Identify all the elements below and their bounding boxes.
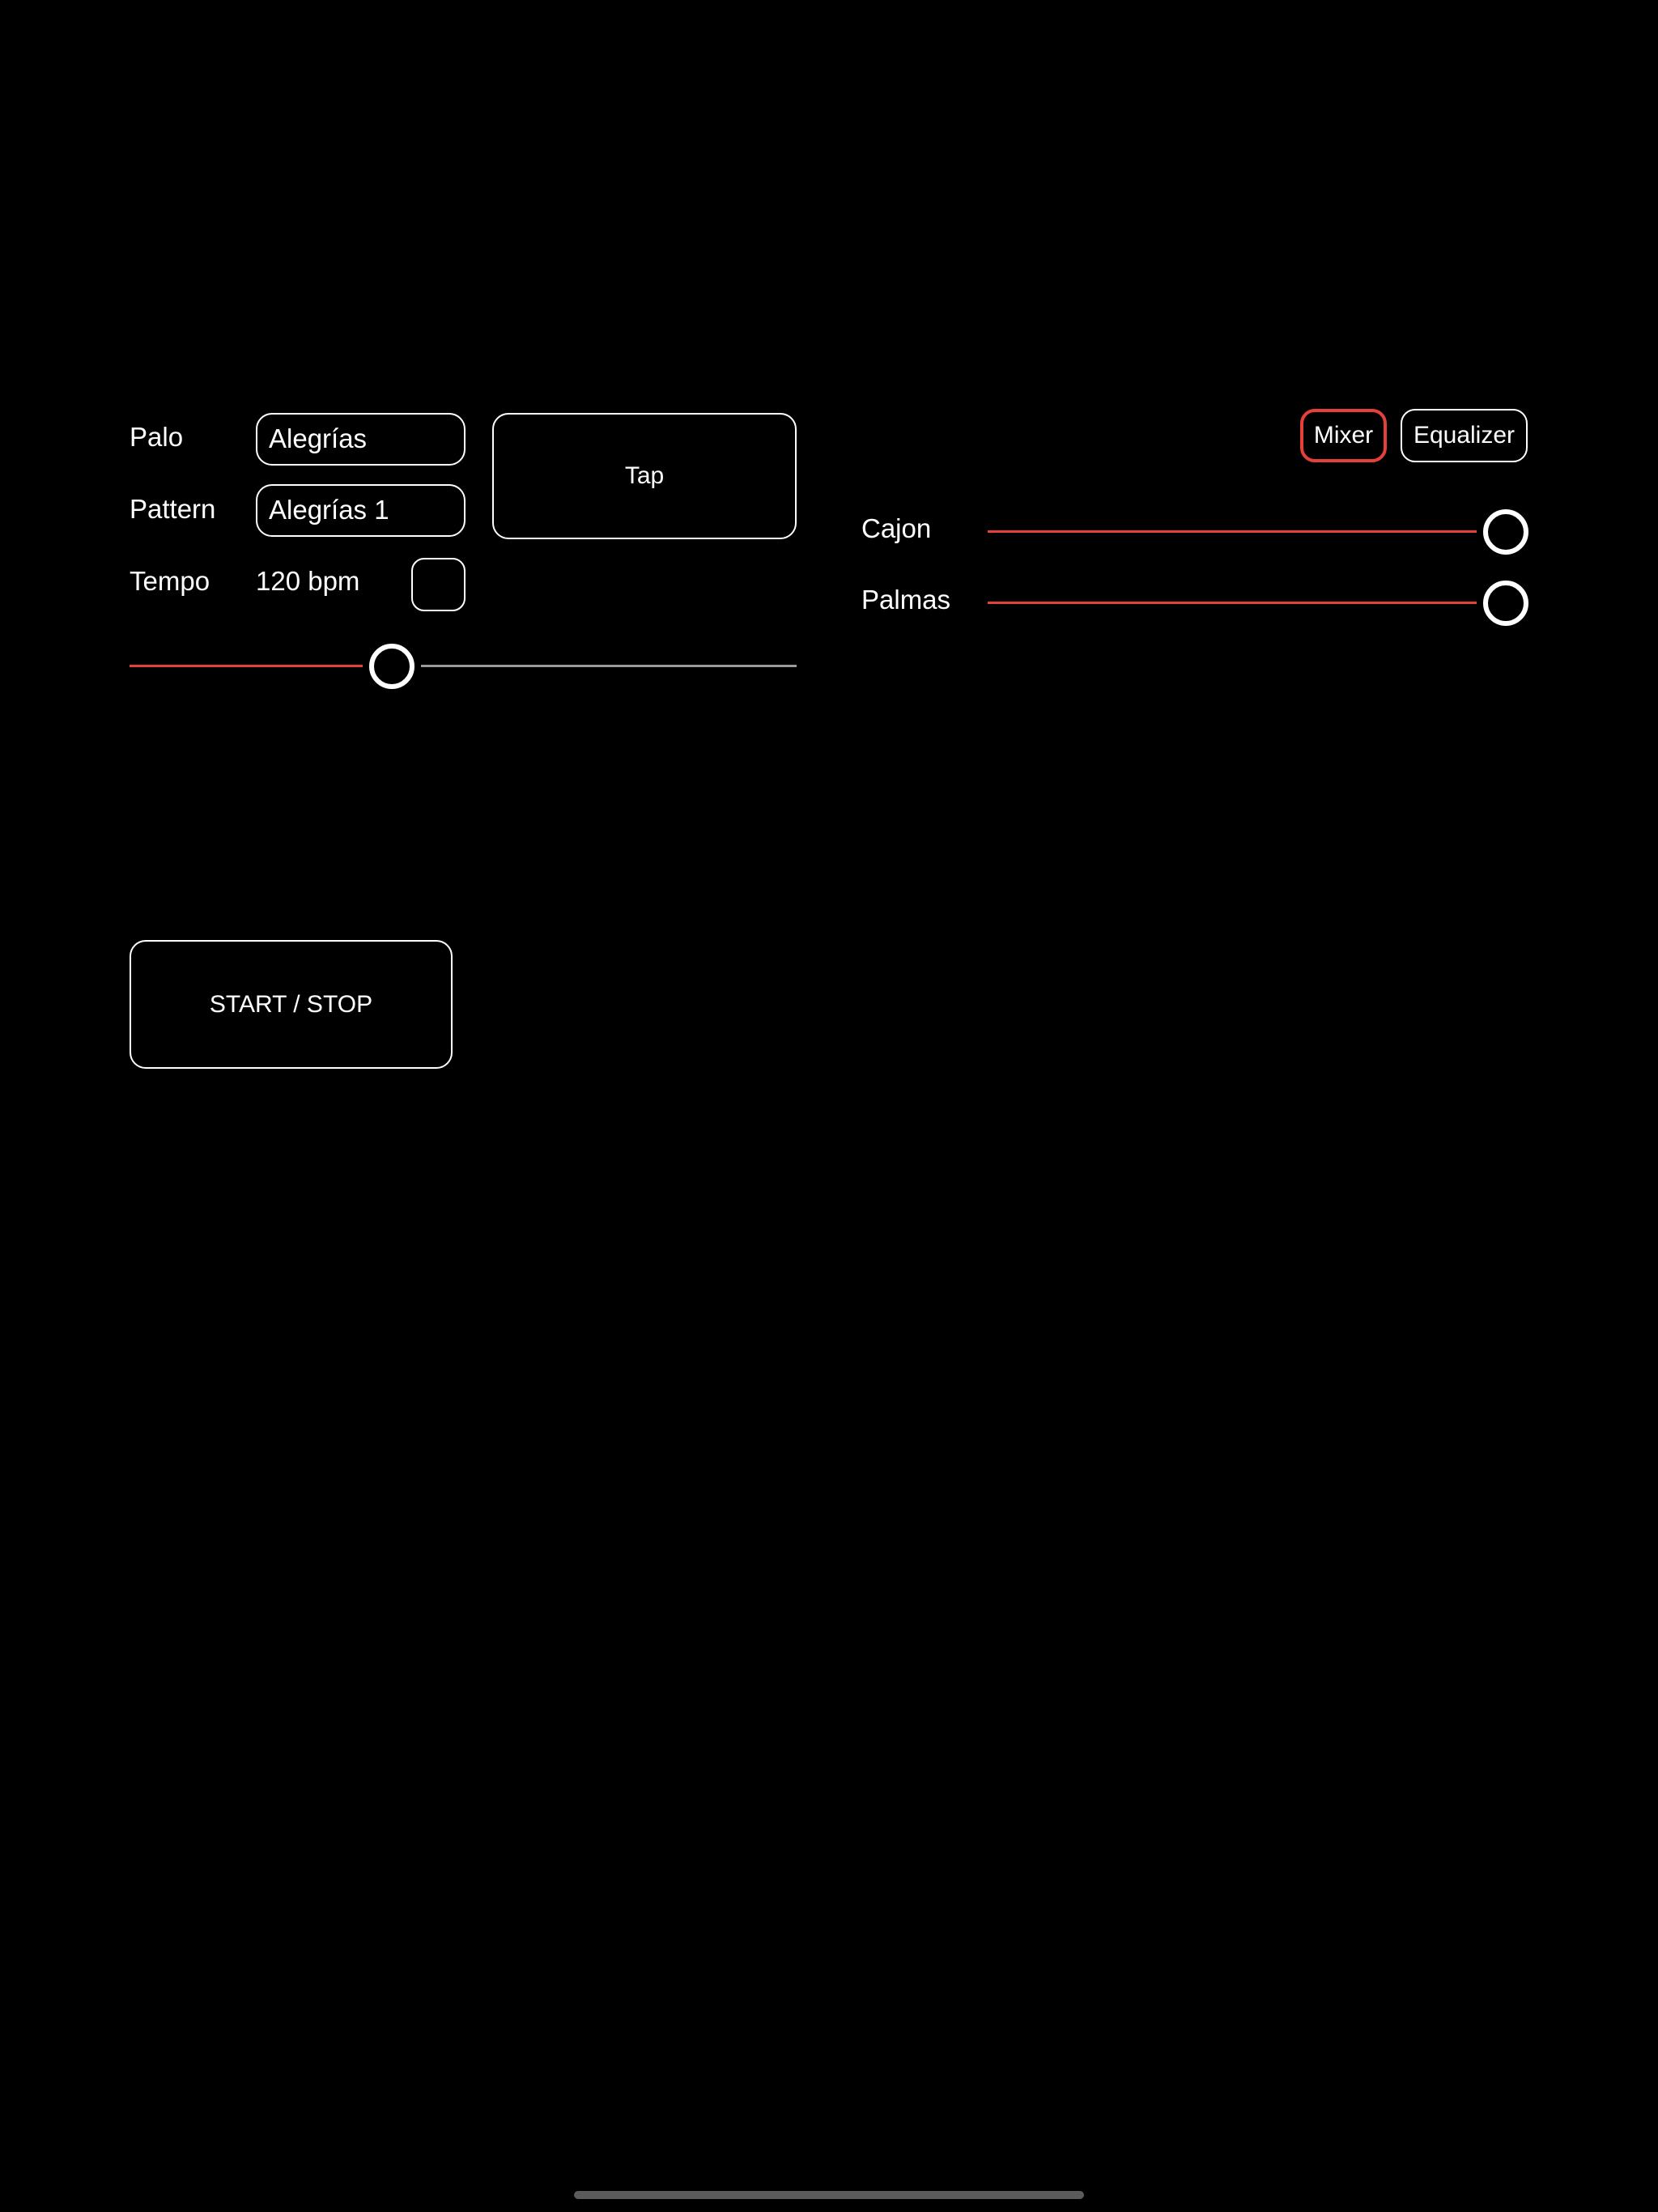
tempo-slider-thumb[interactable] <box>369 644 414 689</box>
mixer-channel-label-palmas: Palmas <box>861 585 951 615</box>
tempo-checkbox[interactable] <box>411 558 466 611</box>
palo-selector[interactable]: Alegrías <box>256 413 466 466</box>
tempo-label: Tempo <box>130 566 210 596</box>
start-stop-button[interactable]: START / STOP <box>130 940 453 1069</box>
palmas-slider-thumb[interactable] <box>1483 581 1528 626</box>
pattern-selector[interactable]: Alegrías 1 <box>256 484 466 537</box>
tab-mixer[interactable]: Mixer <box>1300 409 1387 462</box>
mixer-channel-label-cajon: Cajon <box>861 513 932 543</box>
cajon-slider-track-filled <box>988 530 1477 533</box>
palmas-slider-track-filled <box>988 602 1477 604</box>
tempo-value: 120 bpm <box>256 566 360 596</box>
tap-button[interactable]: Tap <box>492 413 797 539</box>
pattern-label: Pattern <box>130 494 216 524</box>
tempo-slider-track-remaining <box>421 665 797 667</box>
tab-equalizer[interactable]: Equalizer <box>1401 409 1528 462</box>
palo-label: Palo <box>130 422 184 452</box>
home-indicator <box>574 2191 1084 2199</box>
cajon-slider-thumb[interactable] <box>1483 509 1528 555</box>
tempo-slider-track-filled <box>130 665 363 667</box>
